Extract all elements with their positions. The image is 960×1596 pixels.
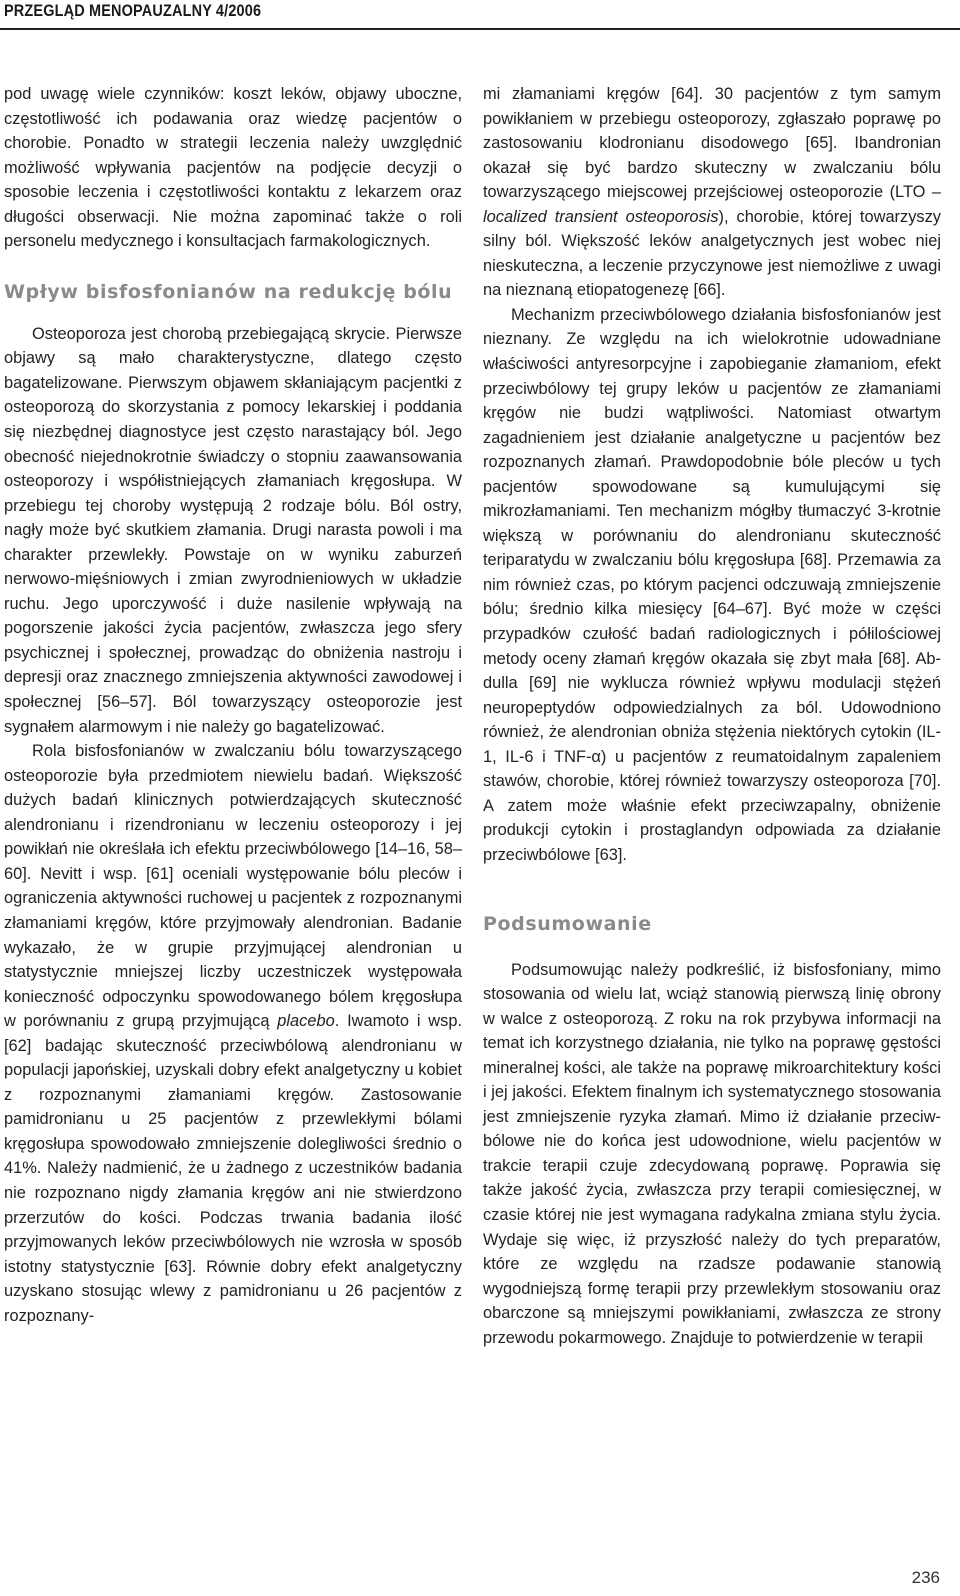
section-heading: Podsumowanie xyxy=(483,912,652,935)
paragraph xyxy=(4,739,462,1328)
text-run: Rola bisfosfonianów w zwalczaniu bólu towarzyszącego osteoporozie była przedmiotem niewielu badań. Większość dużych badań klinicznych potwierdzających skuteczność alendronianu i rizendronianu w leczeniu osteoporozy i jej powikłań nie określała ich efektu przeciwbólowego [14–16, 58–60]. Nevitt i wsp. [61] oceniali występowanie bólu pleców i ograniczenia aktywności ruchowej u pacjentek z rozpoznanymi złamaniami kręgów, które przyjmowały alendronian. Badanie wykazało, że w grupie przyjmującej alendronian u statystycznie mniejszej liczby uczestniczek występowała konieczność odpoczynku spowodowanego bólem kręgosłupa w porównaniu z grupą przyjmującą xyxy=(4,742,462,1031)
text-run: mi złamaniami kręgów [64]. 30 pacjentów z tym samym powikłaniem w przebiegu osteoporozy, zgłaszało poprawę po zastosowaniu klodronianu disodowego [65]. Ibandronian okazał się być bardzo skuteczny w zwalczaniu bólu towarzyszącego miejscowej przejściowej osteoporozie (LTO – xyxy=(483,85,941,202)
page-number: 236 xyxy=(911,1568,940,1587)
italic-term: localized transient osteoporosis xyxy=(483,207,719,226)
header-divider xyxy=(0,28,960,30)
text-run: Mechanizm przeciwbólowego działania bisfosfonianów jest nieznany. Ze względu na ich wielokrotnie udowadniane właściwości antyresorpcyjne i zapobieganie złamaniom, efekt przeciwbólowy tej grupy leków u pacjentów ze złamaniami kręgów nie budzi wątpliwości. Natomiast otwartym zagadnieniem jest działanie analgetyczne u pacjentów bez rozpoznanych złamań. Prawdopodobnie bóle pleców u tych pacjentów spowodowane są kumulującymi się mikrozłamaniami. Ten mechanizm mógłby tłumaczyć 3-krotnie większą w porównaniu do alendronianu skuteczność teriparatydu w zwalczaniu bólu kręgosłupa [68]. Przemawia za nim również czas, po którym pacjenci odczuwają zmniejszenie bólu; średnio kilka miesięcy [64–67]. Być może w części przypadków czułość badań radiologicznych i półilościowej metody oceny złamań kręgów okazała się zbyt mała [68]. Abdulla [69] nie wyklucza również wpływu modulacji stężeń neuropeptydów odpowiedzialnych za ból. Udowodniono również, że alendronian obniża stężenia niektórych cytokin (IL-1, IL-6 i TNF- xyxy=(483,305,941,766)
text-run: . Iwamoto i wsp. [62] badając skuteczność przeciwbólową alendronianu w populacji japońskiej, uzyskali dobry efekt analgetyczny u kobiet z rozpoznanymi złamaniami kręgów. Zastosowanie pamidronianu u 25 pacjentów z przewlekłymi bólami kręgosłupa spowodowało zmniejszenie dolegliwości średnio o 41%. Należy nadmienić, że u żadnego z uczestników badania nie rozpoznano nigdy złamania kręgów ani nie stwierdzono przerzutów do kości. Podczas trwania badania ilość przyjmowanych leków przeciwbólowych nie wzrosła w sposób istotny statystycznie [63]. Równie dobry efekt analgetyczny uzyskano stosując wlewy z pamidronianu u 26 pacjentów z rozpoznany- xyxy=(4,1012,462,1325)
journal-title: PRZEGLĄD MENOPAUZALNY 4/2006 xyxy=(4,1,262,20)
right-column xyxy=(483,82,941,1350)
paragraph: pod uwagę wiele czynników: koszt leków, objawy uboczne, częstotliwość ich podawania oraz wiedzę pacjentów o chorobie. Ponadto w strategii leczenia należy uwzględnić możliwość wpływania pacjentów na podjęcie decyzji o sposobie leczenia i częstotliwości kontaktu z lekarzem oraz długości obserwacji. Nie można zapominać także o roli personelu medycznego i konsultacjach farmakologicznych. xyxy=(4,85,462,251)
paragraph xyxy=(483,82,941,303)
left-column xyxy=(4,82,462,1328)
section-heading: Wpływ bisfosfonianów na redukcję bólu xyxy=(4,280,453,303)
paragraph xyxy=(483,303,941,868)
paragraph: Podsumowując należy podkreślić, iż bisfosfoniany, mimo stosowania od wielu lat, wciąż stanowią pierwszą linię obrony w walce z osteoporozą. Z roku na rok przybywa informacji na temat ich korzystnego działania, nie tylko na poprawę gęstości mineralnej kości, ale także na poprawę mikroarchitektury kości i jej jakości. Efektem finalnym ich systematycznego stosowania jest zmniejszenie ryzyka złamań. Mimo iż działanie przeciwbólowe nie do końca jest udowodnione, wielu pacjentów w trakcie terapii czuje zdecydowaną poprawę. Poprawia się także jakość życia, zwłaszcza przy terapii comiesięcznej, w czasie której nie jest wymagana radykalna zmiana stylu życia. Wydaje się więc, iż przyszłość należy do tych preparatów, które ze względu na rzadsze podawanie stanowią wygodniejszą formę terapii przy przewlekłym stosowaniu oraz obarczone są mniejszymi powikłaniami, zwłaszcza ze strony przewodu pokarmowego. Znajduje to potwierdzenie w terapii xyxy=(483,960,941,1347)
text-run: ) u pacjentów z reumatoidalnym zapaleniem stawów, chorobie, której również towarzyszy osteoporoza [70]. A zatem może właśnie efekt przeciwzapalny, obniżenie produkcji cytokin i prostaglandyn odpowiada za działanie przeciwbólowe [63]. xyxy=(483,747,941,864)
alpha-symbol: α xyxy=(591,747,601,766)
text-run: ), chorobie, której towarzyszy silny ból. Większość leków analgetycznych jest wobec niej nieskuteczna, a leczenie przyczynowe jest niemożliwe z uwagi na nieznaną etiopatogenezę [66]. xyxy=(483,207,941,300)
paragraph: Osteoporoza jest chorobą przebiegającą skrycie. Pierwsze objawy są mało charakterystyczne, dlatego często bagatelizowane. Pierwszym objawem skłaniającym pacjentki z osteoporozą do skorzystania z pomocy lekarskiej i poddania się niezbędnej diagnostyce jest często narastający ból. Jego obecność niejednokrotnie świadczy o stopniu zaawansowania osteoporozy i współistniejących złamaniach kręgosłupa. W przebiegu tej choroby występują 2 rodzaje bólu. Ból ostry, nagły może być skutkiem złamania. Drugi narasta powoli i ma charakter przewlekły. Powstaje on w wyniku zaburzeń nerwowo-mięśniowych i zmian zwyrodnieniowych w układzie ruchu. Jego uporczywość i duże nasilenie wpływają na pogorszenie jakości życia pacjentów, zwłaszcza jego sfery psychicznej i społecznej, prowadząc do obniżenia nastroju i depresji oraz znacznego zmniejszenia aktywności zawodowej i społecznej [56–57]. Ból towarzyszący osteoporozie jest sygnałem alarmowym i nie należy go bagatelizować. xyxy=(4,324,462,736)
italic-term: placebo xyxy=(277,1012,335,1031)
running-header xyxy=(0,0,960,38)
